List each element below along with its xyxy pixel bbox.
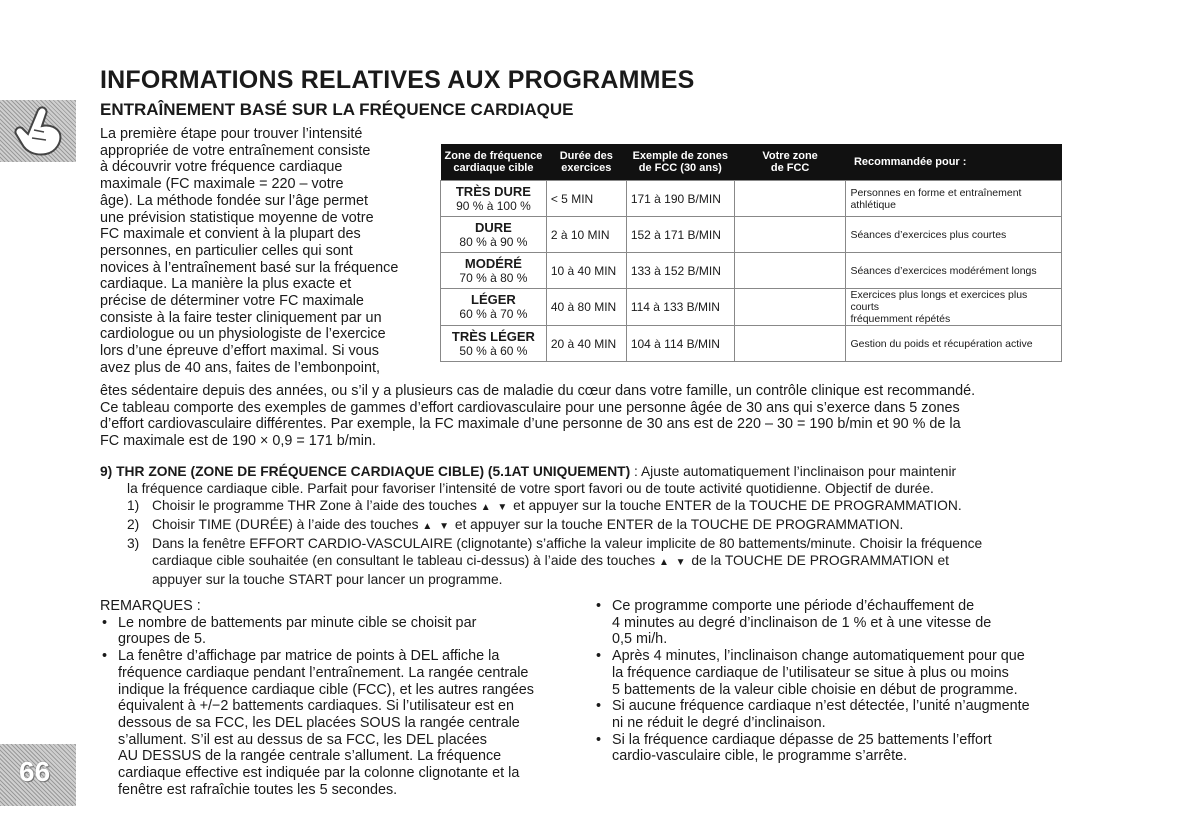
table-row	[441, 253, 1062, 289]
up-down-arrows-icon: ▲ ▼	[422, 521, 451, 532]
side-tab	[0, 100, 76, 162]
section-9-number: 9)	[100, 464, 113, 479]
remark-line: fréquence cardiaque pendant l’entraînement. La rangée centrale	[118, 664, 529, 681]
remark-item: • Si aucune fréquence cardiaque n’est détectée, l’unité n’augmente	[594, 698, 1074, 715]
intro-line: consiste à la faire tester cliniquement par un	[100, 309, 382, 326]
remark-item: • Après 4 minutes, l’inclinaison change automatiquement pour que	[594, 648, 1074, 665]
step-1: 1) Choisir le programme THR Zone à l’aide des touches ▲ ▼ et appuyer sur la touche ENTER de la TOUCHE DE PROGRAMMATION.	[127, 498, 962, 513]
intro-line: appropriée de votre entraînement consiste	[100, 142, 371, 159]
header-zone: Zone de fréquence cardiaque cible	[441, 144, 547, 181]
page-number: 66	[19, 756, 51, 787]
remark-line: équivalent à +/−2 battements cardiaques. Si l’utilisateur est en	[118, 698, 514, 715]
intro-paragraph-continued	[100, 383, 1140, 450]
zone-cell: TRÈS LÉGER 50 % à 60 %	[441, 326, 547, 362]
your-zone-cell	[734, 289, 846, 326]
intro-line: maximale (FC maximale = 220 – votre	[100, 176, 344, 193]
remarks-left-column	[100, 598, 580, 798]
duration-cell: 10 à 40 MIN	[546, 253, 626, 289]
remark-line: dessous de sa FCC, les DEL placées SOUS la rangée centrale	[118, 714, 520, 731]
recommended-cell: Séances d’exercices plus courtes	[846, 217, 1062, 253]
up-down-arrows-icon: ▲ ▼	[480, 502, 510, 513]
section-9-heading-rest: : Ajuste automatiquement l’inclinaison pour maintenir	[630, 464, 957, 479]
recommended-cell: Gestion du poids et récupération active	[846, 326, 1062, 362]
table-row	[441, 217, 1062, 253]
duration-cell: 2 à 10 MIN	[546, 217, 626, 253]
your-zone-cell	[734, 217, 846, 253]
remarks-heading: REMARQUES :	[100, 598, 201, 614]
header-example: Exemple de zones de FCC (30 ans)	[626, 144, 734, 181]
page-number-badge	[0, 744, 76, 806]
remark-line: 4 minutes au degré d’inclinaison de 1 % et à une vitesse de	[612, 614, 992, 631]
table-row	[441, 181, 1062, 217]
header-duration: Durée des exercices	[546, 144, 626, 181]
intro-line: Ce tableau comporte des exemples de gammes d’effort cardiovasculaire pour une personne âgée de 30 ans qui s’exerce dans 5 zones	[100, 399, 960, 416]
page-title: INFORMATIONS RELATIVES AUX PROGRAMMES	[100, 66, 695, 94]
remark-item: • Le nombre de battements par minute cible se choisit par	[100, 615, 580, 632]
section-9-description: la fréquence cardiaque cible. Parfait pour favoriser l’intensité de votre sport favori ou de toute activité quotidienne. Objectif de durée.	[127, 481, 934, 496]
header-recommended: Recommandée pour :	[846, 144, 1062, 181]
duration-cell: 40 à 80 MIN	[546, 289, 626, 326]
duration-cell: 20 à 40 MIN	[546, 326, 626, 362]
example-cell: 171 à 190 B/MIN	[626, 181, 734, 217]
example-cell: 104 à 114 B/MIN	[626, 326, 734, 362]
step-3: 3) Dans la fenêtre EFFORT CARDIO-VASCULAIRE (clignotante) s’affiche la valeur implicite de 80 battements/minute. Choisir la fréquence	[127, 536, 983, 551]
intro-line: cardiaque. La manière la plus exacte et	[100, 276, 352, 293]
example-cell: 152 à 171 B/MIN	[626, 217, 734, 253]
remark-line: fenêtre est rafraîchie toutes les 5 secondes.	[118, 781, 398, 798]
recommended-cell: Séances d’exercices modérément longs	[846, 253, 1062, 289]
section-subtitle: ENTRAÎNEMENT BASÉ SUR LA FRÉQUENCE CARDIAQUE	[100, 100, 574, 119]
intro-line: d’effort cardiovasculaire différentes. Par exemple, la FC maximale d’une personne de 30 ans est de 220 – 30 = 190 b/min et 90 % de la	[100, 416, 961, 433]
section-9-thr-zone	[100, 463, 1100, 588]
heart-rate-zone-table	[440, 144, 1062, 362]
intro-line: lors d’une épreuve d’effort maximal. Si vous	[100, 343, 379, 360]
step-3-continued: appuyer sur la touche START pour lancer un programme.	[152, 572, 503, 587]
table-header-row	[441, 144, 1062, 181]
remark-line: groupes de 5.	[118, 631, 207, 648]
remark-item: • La fenêtre d’affichage par matrice de points à DEL affiche la	[100, 648, 580, 665]
your-zone-cell	[734, 181, 846, 217]
zone-cell: MODÉRÉ 70 % à 80 %	[441, 253, 547, 289]
remark-line: ni ne réduit le degré d’inclinaison.	[612, 714, 826, 731]
remark-line: AU DESSUS de la rangée centrale s’allument. La fréquence	[118, 748, 502, 765]
zone-cell: LÉGER 60 % à 70 %	[441, 289, 547, 326]
header-your-zone: Votre zone de FCC	[734, 144, 846, 181]
intro-line: une prévision statistique moyenne de votre	[100, 209, 374, 226]
up-down-arrows-icon: ▲ ▼	[658, 557, 688, 568]
example-cell: 133 à 152 B/MIN	[626, 253, 734, 289]
your-zone-cell	[734, 253, 846, 289]
intro-paragraph	[100, 126, 430, 377]
remark-line: cardio-vasculaire cible, le programme s’arrête.	[612, 748, 908, 765]
remarks-right-column	[594, 598, 1074, 765]
duration-cell: < 5 MIN	[546, 181, 626, 217]
intro-line: personnes, en particulier celles qui sont	[100, 242, 353, 259]
table-row	[441, 289, 1062, 326]
step-2: 2) Choisir TIME (DURÉE) à l’aide des touches ▲ ▼ et appuyer sur la touche ENTER de la TOUCHE DE PROGRAMMATION.	[127, 517, 904, 532]
intro-line: FC maximale est de 190 × 0,9 = 171 b/min.	[100, 433, 376, 450]
zone-cell: TRÈS DURE 90 % à 100 %	[441, 181, 547, 217]
intro-line: cardiologue ou un physiologiste de l’exercice	[100, 326, 386, 343]
zone-cell: DURE 80 % à 90 %	[441, 217, 547, 253]
intro-line: FC maximale et convient à la plupart des	[100, 226, 361, 243]
remark-line: 5 battements de la valeur cible choisie en début de programme.	[612, 681, 1018, 698]
example-cell: 114 à 133 B/MIN	[626, 289, 734, 326]
remark-line: 0,5 mi/h.	[612, 631, 668, 648]
remark-item: • Ce programme comporte une période d’échauffement de	[594, 598, 1074, 615]
remark-line: cardiaque effective est indiquée par la colonne clignotante et la	[118, 765, 520, 782]
intro-line: La première étape pour trouver l’intensité	[100, 126, 363, 142]
section-9-heading-line	[100, 463, 1100, 480]
your-zone-cell	[734, 326, 846, 362]
section-9-heading: THR ZONE (ZONE DE FRÉQUENCE CARDIAQUE CIBLE) (5.1AT UNIQUEMENT)	[116, 464, 631, 479]
recommended-cell: Exercices plus longs et exercices plus courts fréquemment répétés	[846, 289, 1062, 326]
intro-line: âge). La méthode fondée sur l’âge permet	[100, 192, 368, 209]
hand-pointing-icon	[10, 104, 66, 158]
intro-line: avez plus de 40 ans, faites de l’embonpoint,	[100, 359, 380, 376]
remark-item: • Si la fréquence cardiaque dépasse de 25 battements l’effort	[594, 732, 1074, 749]
step-3-continued: cardiaque cible souhaitée (en consultant le tableau ci-dessus) à l’aide des touches ▲ ▼ de la TOUCHE DE PROGRAMMATION et	[152, 553, 949, 568]
table-row	[441, 326, 1062, 362]
intro-line: novices à l’entraînement basé sur la fréquence	[100, 259, 399, 276]
intro-line: précise de déterminer votre FC maximale	[100, 293, 364, 310]
remark-line: la fréquence cardiaque de l’utilisateur se situe à plus ou moins	[612, 664, 1009, 681]
intro-line: à découvrir votre fréquence cardiaque	[100, 159, 343, 176]
remark-line: indique la fréquence cardiaque cible (FCC), et les autres rangées	[118, 681, 534, 698]
intro-line: êtes sédentaire depuis des années, ou s’il y a plusieurs cas de maladie du cœur dans votre famille, un contrôle clinique est recommandé.	[100, 383, 976, 399]
remark-line: s’allument. S’il est au dessus de sa FCC, les DEL placées	[118, 731, 487, 748]
recommended-cell: Personnes en forme et entraînement athlétique	[846, 181, 1062, 217]
